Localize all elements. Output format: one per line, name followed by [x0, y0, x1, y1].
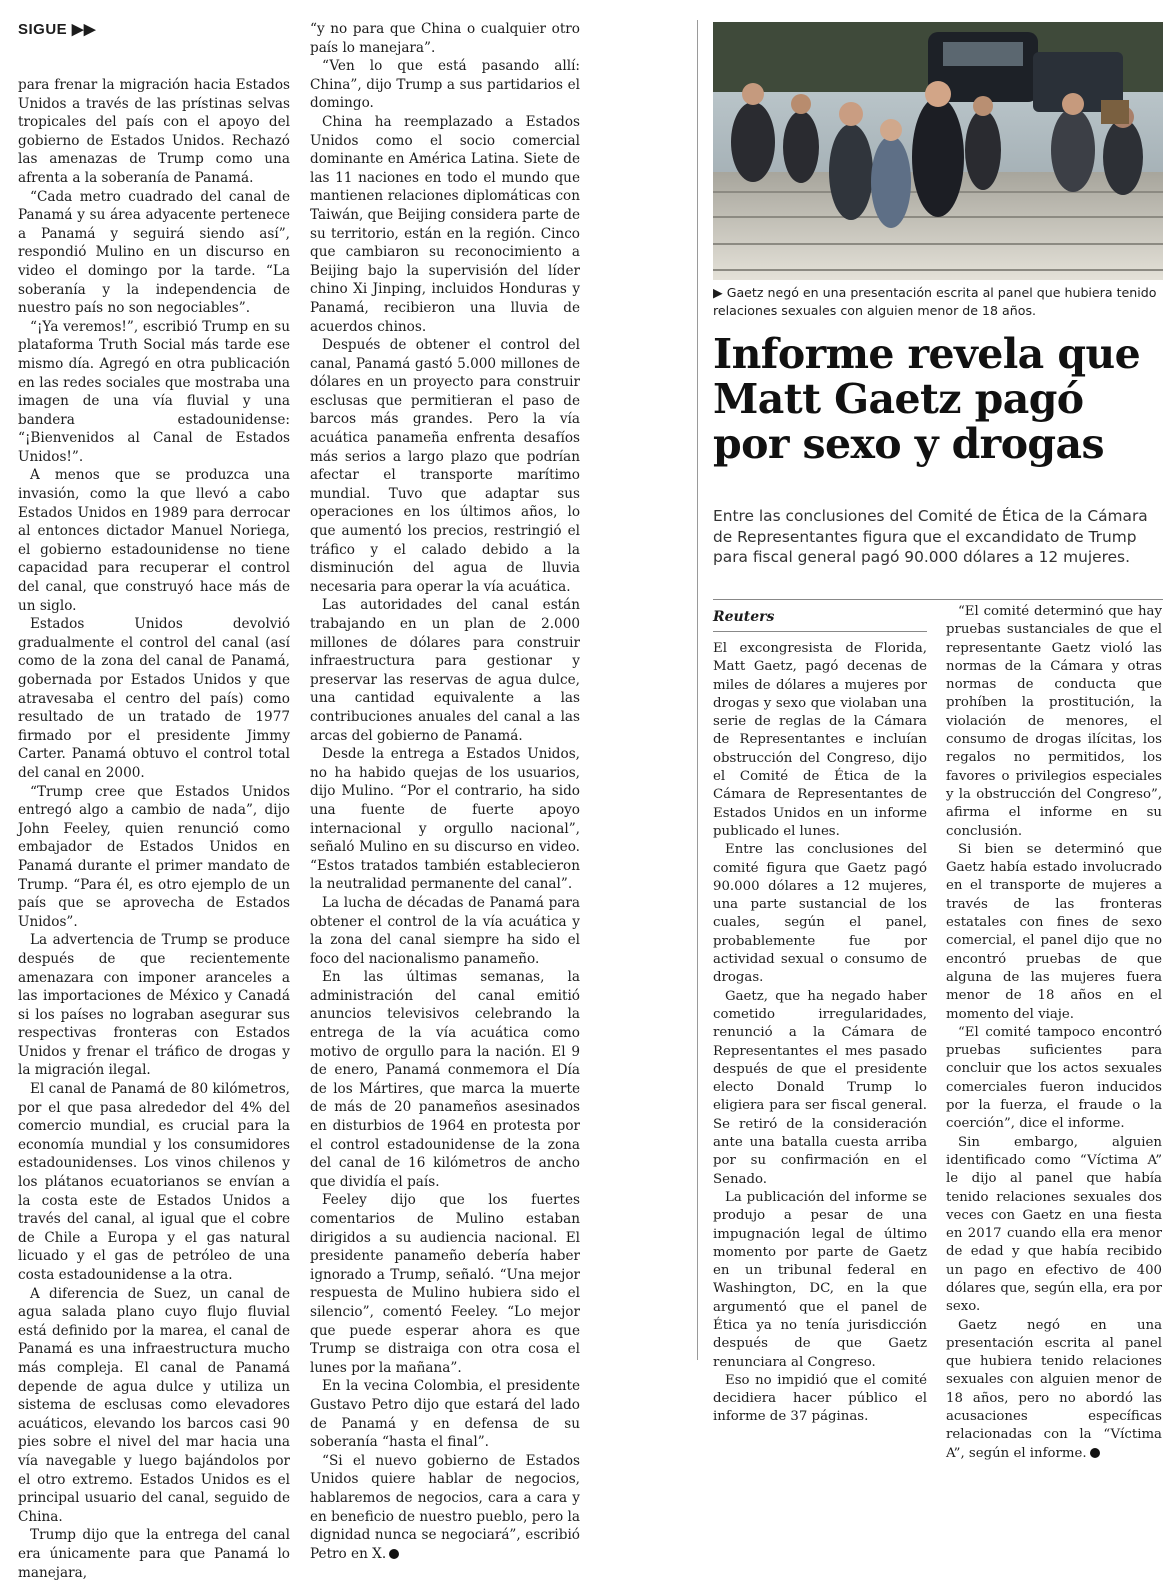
deck: Entre las conclusiones del Comité de Ética de la Cámara de Representantes figura que el excandidato de Trump para fiscal general pagó 90.000 dólares a 12 mujeres. — [713, 507, 1148, 566]
paragraph: Gaetz, que ha negado haber cometido irregularidades, renunció a la Cámara de Representantes el mes pasado después de que el presidente electo Donald Trump lo eligiera para ser fiscal general. Se retiró de la consideración ante una batalla cuesta arriba por su confirmación en el Senado. — [713, 988, 927, 1187]
paragraph-text: “Si el nuevo gobierno de Estados Unidos quiere hablar de negocios, hablaremos de negocios, cara a cara y en beneficio de nuestro pueblo, pero la dignidad nunca se negociará”, escribió Petro en X. — [310, 1452, 580, 1562]
paragraph: “El comité determinó que hay pruebas sustanciales de que el representante Gaetz violó las normas de la Cámara y otras normas de conducta que prohíben la prostitución, la violación de menores, el consumo de drogas ilícitas, los regalos no permitidos, los favores o privilegios especiales y la obstrucción del Congreso”, afirma el informe en su conclusión. — [946, 604, 1162, 839]
left-article-column-2 — [310, 20, 580, 1563]
right-article-column-2 — [946, 603, 1162, 1463]
paragraph: “y no para que China o cualquier otro país lo manejara”. — [310, 21, 580, 56]
news-photo — [713, 22, 1163, 280]
right-article-column-1 — [713, 640, 927, 1427]
paragraph: En la vecina Colombia, el presidente Gustavo Petro dijo que estará del lado de Panamá y en defensa de su soberanía “hasta el final”. — [310, 1378, 580, 1451]
paragraph: “¡Ya veremos!”, escribió Trump en su plataforma Truth Social más tarde ese mismo día. Agregó en otra publicación en las redes sociales que mostraba una imagen de una vía fluvial y una bandera estadounidense: “¡Bienvenidos al Canal de Estados Unidos!”. — [18, 318, 290, 465]
paragraph: A menos que se produzca una invasión, como la que llevó a cabo Estados Unidos en 1989 para derrocar al entonces dictador Manuel Noriega, el gobierno estadounidense no tiene capacidad para recuperar el control del canal, que construyó hace más de un siglo. — [18, 467, 290, 614]
paragraph-last — [310, 1452, 580, 1564]
column-divider — [697, 20, 698, 1360]
paragraph: Estados Unidos devolvió gradualmente el control del canal (así como de la zona del canal de Panamá, gobernada por Estados Unidos y que atravesaba el centro del país) como resultado de un tratado de 1977 firmado por el presidente Jimmy Carter. Panamá obtuvo el control total del canal en 2000. — [18, 616, 290, 781]
sigue-label: SIGUE ▶▶ — [18, 21, 96, 38]
paragraph: La lucha de décadas de Panamá para obtener el control de la vía acuática y la zona del canal siempre ha sido el foco del nacionalismo panameño. — [310, 894, 580, 967]
photo-caption: ▶ Gaetz negó en una presentación escrita al panel que hubiera tenido relaciones sexuales con alguien menor de 18 años. — [713, 285, 1157, 318]
paragraph: La advertencia de Trump se produce después de que recientemente amenazara con imponer aranceles a las importaciones de México y Canadá si los países no lograban asegurar sus respectivas fronteras con Estados Unidos y frenar el tráfico de drogas y la migración ilegal. — [18, 932, 290, 1079]
byline-divider — [713, 631, 927, 632]
paragraph: Si bien se determinó que Gaetz había estado involucrado en el transporte de mujeres a través de las fronteras estatales con fines de sexo comercial, el panel dijo que no encontró pruebas de que alguna de las mujeres fuera menor de 18 años en el momento del viaje. — [946, 841, 1162, 1022]
paragraph: Las autoridades del canal están trabajando en un plan de 2.000 millones de dólares para construir infraestructura para gestionar y preservar las reservas de agua dulce, una cantidad equivalente a las contribuciones anuales del canal a las arcas del gobierno de Panamá. — [310, 597, 580, 744]
paragraph: Después de obtener el control del canal, Panamá gastó 5.000 millones de dólares en un proyecto para construir esclusas que permitieran el paso de barcos más grandes. Pero la vía acuática panameña enfrenta desafíos más serios a largo plazo que podrían afectar el transporte marítimo mundial. Tuvo que adaptar sus operaciones en los últimos años, lo que aumentó los precios, restringió el tráfico y el calado debido a la disminución del agua de lluvia necesaria para operar la vía acuática. — [310, 337, 580, 595]
paragraph-text: Gaetz negó en una presentación escrita al panel que hubiera tenido relaciones sexuales con alguien menor de 18 años, pero no abordó las acusaciones específicas relacionadas con la “Víctima A”, según el informe. — [946, 1317, 1162, 1461]
paragraph-last — [946, 1317, 1162, 1463]
left-article-column-1 — [18, 76, 290, 1582]
paragraph: Trump dijo que la entrega del canal era únicamente para que Panamá lo manejara, — [18, 1527, 290, 1581]
photo-illustration — [713, 22, 1163, 280]
headline: Informe revela que Matt Gaetz pagó por sexo y drogas — [713, 330, 1141, 468]
paragraph: Eso no impidió que el comité decidiera hacer público el informe de 37 páginas. — [713, 1372, 927, 1425]
paragraph: “Ven lo que está pasando allí: China”, dijo Trump a sus partidarios el domingo. — [310, 58, 580, 112]
paragraph: Feeley dijo que los fuertes comentarios de Mulino estaban dirigidos a su audiencia nacional. El presidente panameño debería haber ignorado a Trump, señaló. “Una mejor respuesta de Mulino hubiera sido el silencio”, comentó Feeley. “Lo mejor que puede esperar ahora es que Trump se distraiga con otra cosa el lunes por la mañana”. — [310, 1192, 580, 1376]
paragraph: Desde la entrega a Estados Unidos, no ha habido quejas de los usuarios, dijo Mulino. “Por el contrario, ha sido una fuente de fuerte apoyo internacional y orgullo nacional”, señaló Mulino en su discurso en video. “Estos tratados también establecieron la neutralidad permanente del canal”. — [310, 746, 580, 893]
byline: Reuters — [713, 609, 775, 625]
end-mark-icon — [389, 1549, 399, 1559]
end-mark-icon — [1090, 1448, 1100, 1458]
paragraph: El excongresista de Florida, Matt Gaetz, pagó decenas de miles de dólares a mujeres por drogas y sexo que violaban una serie de reglas de la Cámara de Representantes e incluían obstrucción del Congreso, dijo el Comité de Ética de la Cámara de Representantes de Estados Unidos en un informe publicado el lunes. — [713, 641, 927, 839]
section-divider — [713, 599, 1163, 600]
paragraph: A diferencia de Suez, un canal de agua salada plano cuyo flujo fluvial está definido por la marea, el canal de Panamá es una infraestructura mucho más compleja. El canal de Panamá depende de agua dulce y utiliza un sistema de esclusas como elevadores acuáticos, elevando los barcos casi 90 pies sobre el nivel del mar hacia una vía navegable y luego bajándolos por el otro extremo. Estados Unidos es el principal usuario del canal, seguido de China. — [18, 1285, 290, 1525]
paragraph: El canal de Panamá de 80 kilómetros, por el que pasa alrededor del 4% del comercio mundial, es crucial para la economía mundial y los consumidores estadounidenses. Los vinos chilenos y los plátanos ecuatorianos se envían a la costa este de Estados Unidos a través del canal, al igual que el cobre de Chile a Europa y el gas natural licuado y el gas de petróleo de una costa estadounidense a la otra. — [18, 1081, 290, 1283]
paragraph: para frenar la migración hacia Estados Unidos a través de las prístinas selvas tropicales del país con el apoyo del gobierno de Estados Unidos. Rechazó las amenazas de Trump como una afrenta a la soberanía de Panamá. — [18, 77, 290, 186]
paragraph: Sin embargo, alguien identificado como “Víctima A” le dijo al panel que había tenido relaciones sexuales dos veces con Gaetz en una fiesta en 2017 cuando ella era menor de edad y que había recibido un pago en efectivo de 400 dólares que, según ella, era por sexo. — [946, 1134, 1162, 1315]
paragraph: En las últimas semanas, la administración del canal emitió anuncios televisivos celebrando la entrega de la vía acuática como motivo de orgullo para la nación. El 9 de enero, Panamá conmemora el Día de los Mártires, que marca la muerte de más de 20 panameños asesinados en disturbios de 1964 en protesta por el control estadounidense de la zona del canal de 16 kilómetros de ancho que dividía el país. — [310, 969, 580, 1190]
paragraph: “Cada metro cuadrado del canal de Panamá y su área adyacente pertenece a Panamá y seguirá siendo así”, respondió Mulino en un discurso en video el domingo por la tarde. “La soberanía y la independencia de nuestro país no son negociables”. — [18, 188, 290, 317]
paragraph: La publicación del informe se produjo a pesar de una impugnación legal de último momento por parte de Gaetz en un tribunal federal en Washington, DC, en la que argumentó que el panel de Ética ya no tenía jurisdicción después de que Gaetz renunciara al Congreso. — [713, 1189, 927, 1370]
paragraph: Entre las conclusiones del comité figura que Gaetz pagó 90.000 dólares a 12 mujeres, una parte sustancial de los cuales, según el panel, probablemente fue por actividad sexual o consumo de drogas. — [713, 842, 927, 986]
paragraph: “El comité tampoco encontró pruebas suficientes para concluir que los actos sexuales comerciales fueron inducidos por la fuerza, el fraude o la coerción”, dice el informe. — [946, 1024, 1162, 1132]
paragraph: “Trump cree que Estados Unidos entregó algo a cambio de nada”, dijo John Feeley, quien renunció como embajador de Estados Unidos en Panamá durante el primer mandato de Trump. “Para él, es otro ejemplo de un país que se aprovecha de Estados Unidos”. — [18, 783, 290, 930]
paragraph: China ha reemplazado a Estados Unidos como el socio comercial dominante en América Latina. Siete de las 11 naciones en todo el mundo que mantienen relaciones diplomáticas con Taiwán, que Beijing considera parte de su territorio, están en la región. Cinco que cambiaron su reconocimiento a Beijing bajo la supervisión del líder chino Xi Jinping, incluidos Honduras y Panamá, recibieron una lluvia de acuerdos chinos. — [310, 113, 580, 335]
